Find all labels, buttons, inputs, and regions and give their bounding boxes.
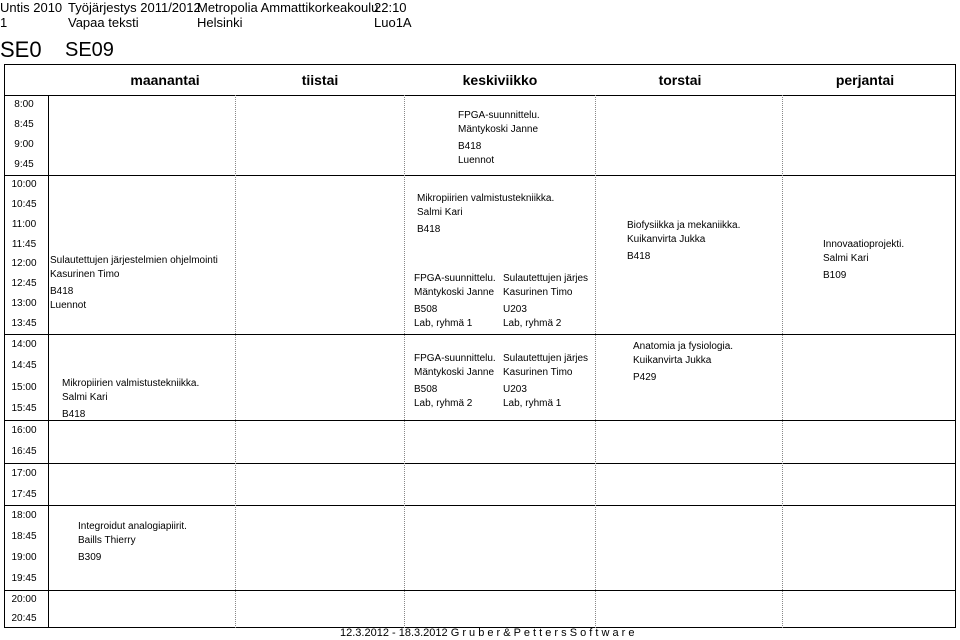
lesson-text: Mikropiirien valmistustekniikka. [62, 378, 200, 389]
lesson-text: Integroidut analogiapiirit. [78, 521, 187, 532]
time-label: 9:00 [14, 139, 34, 150]
time-label: 19:00 [11, 552, 37, 564]
class-code: Luo1A [374, 15, 412, 30]
lesson-text: Mäntykoski Janne [414, 287, 495, 298]
time-label: 16:00 [11, 424, 37, 436]
lesson-text: Salmi Kari [417, 207, 463, 218]
lesson-text: Biofysiikka ja mekaniikka. [627, 220, 741, 231]
lesson-text: Salmi Kari [62, 392, 108, 403]
print-time: 22:10 [374, 0, 407, 15]
lesson-room: B508 [414, 304, 438, 315]
row-divider [4, 175, 956, 176]
lesson-keskiviikko[interactable] [503, 272, 588, 331]
time-label: 13:00 [11, 298, 37, 310]
lesson-maanantai[interactable] [78, 520, 187, 565]
lesson-room: U203 [503, 304, 527, 315]
time-label: 20:00 [11, 593, 37, 605]
day-divider [235, 95, 236, 628]
lesson-perjantai[interactable] [823, 238, 904, 283]
row-divider [4, 463, 956, 464]
lesson-text: Anatomia ja fysiologia. [633, 341, 734, 352]
lesson-room: B508 [414, 384, 438, 395]
time-column-divider [48, 95, 49, 628]
time-label: 11:45 [11, 238, 37, 250]
lesson-text: Salmi Kari [823, 253, 869, 264]
lesson-note: Luennot [458, 155, 495, 166]
lesson-note: Lab, ryhmä 2 [503, 318, 562, 329]
page-number: 1 [0, 15, 8, 30]
day-header-torstai: torstai [658, 72, 702, 88]
lesson-room: B309 [78, 552, 102, 563]
lesson-text: Kasurinen Timo [50, 269, 120, 280]
time-label: 8:00 [14, 99, 34, 110]
lesson-text: Sulautettujen järjestelmien ohjelmointi [50, 255, 218, 266]
school-name: Metropolia Ammattikorkeakoulu [197, 0, 379, 15]
lesson-room: P429 [633, 372, 657, 383]
lesson-text: FPGA-suunnittelu. [414, 273, 496, 284]
lesson-keskiviikko[interactable] [414, 352, 496, 411]
program-name: Untis 2010 [0, 0, 63, 15]
time-label: 17:00 [11, 467, 37, 479]
lesson-maanantai[interactable] [50, 254, 218, 313]
lesson-torstai[interactable] [633, 340, 733, 385]
lesson-text: Mäntykoski Janne [458, 124, 539, 135]
lesson-torstai[interactable] [627, 219, 740, 264]
day-divider [782, 95, 783, 628]
time-label: 20:45 [11, 612, 37, 624]
time-label: 14:00 [11, 338, 37, 350]
city: Helsinki [197, 15, 243, 30]
time-label: 11:00 [11, 218, 37, 230]
time-label: 10:45 [11, 198, 37, 210]
time-label: 14:45 [11, 360, 37, 372]
time-label: 15:45 [11, 403, 37, 415]
lesson-note: Lab, ryhmä 1 [503, 398, 562, 409]
lesson-text: Kuikanvirta Jukka [627, 234, 706, 245]
free-text: Vapaa teksti [68, 15, 139, 30]
day-divider [595, 95, 596, 628]
time-label: 19:45 [11, 573, 37, 585]
time-label: 17:45 [11, 488, 37, 500]
time-label: 18:00 [11, 509, 37, 521]
lesson-text: Innovaatioprojekti. [823, 239, 905, 250]
group-short: SE0 [0, 37, 42, 62]
lesson-note: Luennot [50, 300, 87, 311]
lesson-text: Kasurinen Timo [503, 367, 573, 378]
lesson-room: U203 [503, 384, 527, 395]
time-label: 9:45 [14, 159, 34, 170]
day-header-perjantai: perjantai [835, 72, 895, 88]
lesson-maanantai[interactable] [62, 377, 199, 422]
time-label: 15:00 [11, 381, 37, 393]
time-label: 8:45 [14, 119, 34, 130]
lesson-text: FPGA-suunnittelu. [458, 110, 540, 121]
time-label: 12:45 [11, 278, 37, 290]
footer-text: 12.3.2012 - 18.3.2012 G r u b e r & P e t t e r s S o f t w a r e [340, 627, 635, 639]
time-label: 12:00 [11, 258, 37, 270]
day-header-tiistai: tiistai [301, 72, 339, 88]
lesson-room: B418 [62, 409, 86, 420]
row-divider [4, 334, 956, 335]
lesson-text: Mikropiirien valmistustekniikka. [417, 193, 555, 204]
lesson-text: Baills Thierry [78, 535, 136, 546]
day-divider [404, 95, 405, 628]
lesson-note: Lab, ryhmä 2 [414, 398, 473, 409]
header-divider [4, 95, 956, 96]
lesson-text: FPGA-suunnittelu. [414, 353, 496, 364]
lesson-room: B418 [417, 224, 441, 235]
schedule-title: Työjärjestys 2011/2012 [68, 0, 201, 15]
row-divider [4, 505, 956, 506]
lesson-keskiviikko[interactable] [458, 109, 540, 168]
row-divider [4, 590, 956, 591]
time-label: 10:00 [11, 178, 37, 190]
time-label: 16:45 [11, 446, 37, 458]
time-label: 13:45 [11, 318, 37, 330]
lesson-keskiviikko[interactable] [417, 192, 554, 237]
lesson-text: Sulautettujen järjes [503, 353, 589, 364]
lesson-keskiviikko[interactable] [503, 352, 588, 411]
lesson-text: Mäntykoski Janne [414, 367, 495, 378]
day-header-keskiviikko: keskiviikko [462, 72, 538, 88]
lesson-note: Lab, ryhmä 1 [414, 318, 473, 329]
lesson-text: Kasurinen Timo [503, 287, 573, 298]
day-header-maanantai: maanantai [130, 72, 200, 88]
group-name: SE09 [65, 39, 114, 61]
time-label: 18:45 [11, 530, 37, 542]
lesson-room: B418 [50, 286, 74, 297]
lesson-room: B109 [823, 270, 847, 281]
lesson-room: B418 [627, 251, 651, 262]
lesson-text: Sulautettujen järjes [503, 273, 589, 284]
lesson-text: Kuikanvirta Jukka [633, 355, 712, 366]
lesson-keskiviikko[interactable] [414, 272, 496, 331]
lesson-room: B418 [458, 141, 482, 152]
